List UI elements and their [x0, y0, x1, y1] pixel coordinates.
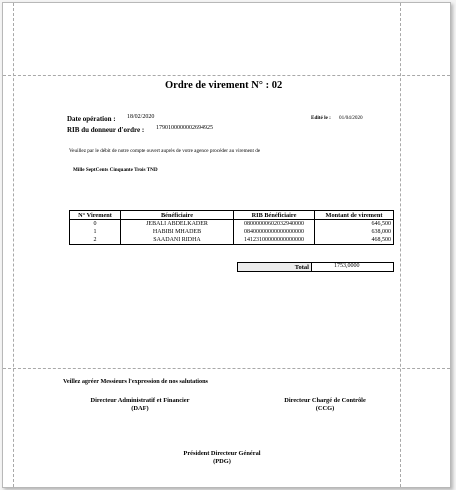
- transfer-table: [69, 210, 394, 245]
- total-value: 1753,0000: [311, 262, 394, 272]
- daf-abbreviation: (DAF): [131, 405, 149, 412]
- cell-rib: 08400000000000000000: [234, 228, 315, 236]
- signature-daf: [65, 397, 215, 413]
- amount-in-words: Mille SeptCents Cinquante Trois TND: [73, 167, 158, 173]
- header-amount: Montant de virement: [315, 211, 394, 220]
- instruction-text: Veuillez par le débit de notre compte ouvert auprès de votre agence procéder au virement de: [69, 148, 261, 154]
- date-operation-label: Date opération :: [67, 115, 116, 123]
- signature-ccg: [255, 397, 395, 413]
- edit-date-value: 01/04/2020: [339, 115, 363, 121]
- edit-date-label: Edité le :: [311, 115, 331, 121]
- table-row: [70, 220, 394, 229]
- ccg-title: Directeur Chargé de Contrôle: [284, 397, 366, 404]
- table-header-row: [70, 211, 394, 220]
- header-transfer-number: N° Virement: [70, 211, 121, 220]
- salutation-text: Veillez agréer Messieurs l'expression de nos salutations: [63, 378, 208, 385]
- signature-pdg: [147, 450, 297, 466]
- rib-donor-value: 1790100000002694925: [156, 125, 213, 131]
- cell-transfer-number: 0: [70, 220, 121, 229]
- cell-transfer-number: 1: [70, 228, 121, 236]
- header-rib-beneficiary: RIB Bénéficiaire: [234, 211, 315, 220]
- cell-amount: 638,000: [315, 228, 394, 236]
- cell-beneficiary: SAADANI RIDHA: [121, 236, 234, 245]
- cell-amount: 646,500: [315, 220, 394, 229]
- total-label: Total: [237, 262, 312, 272]
- document-title: Ordre de virement N° : 02: [165, 80, 283, 91]
- table-row: [70, 236, 394, 245]
- report-page: [2, 2, 451, 488]
- margin-guide-top: [3, 75, 450, 76]
- header-beneficiary: Bénéficiaire: [121, 211, 234, 220]
- pdg-abbreviation: (PDG): [213, 458, 231, 465]
- cell-beneficiary: HABIBI MHADEB: [121, 228, 234, 236]
- margin-guide-bottom: [3, 368, 450, 369]
- table-row: [70, 228, 394, 236]
- cell-beneficiary: JEBALI ABDELKADER: [121, 220, 234, 229]
- ccg-abbreviation: (CCG): [315, 405, 335, 412]
- cell-rib: 08000000602032940000: [234, 220, 315, 229]
- cell-rib: 14123100000000000000: [234, 236, 315, 245]
- rib-donor-label: RIB du donneur d'ordre :: [67, 126, 145, 134]
- daf-title: Directeur Administratif et Financier: [90, 397, 190, 404]
- pdg-title: Président Directeur Général: [183, 450, 261, 457]
- date-operation-value: 18/02/2020: [127, 114, 155, 120]
- cell-transfer-number: 2: [70, 236, 121, 245]
- cell-amount: 468,500: [315, 236, 394, 245]
